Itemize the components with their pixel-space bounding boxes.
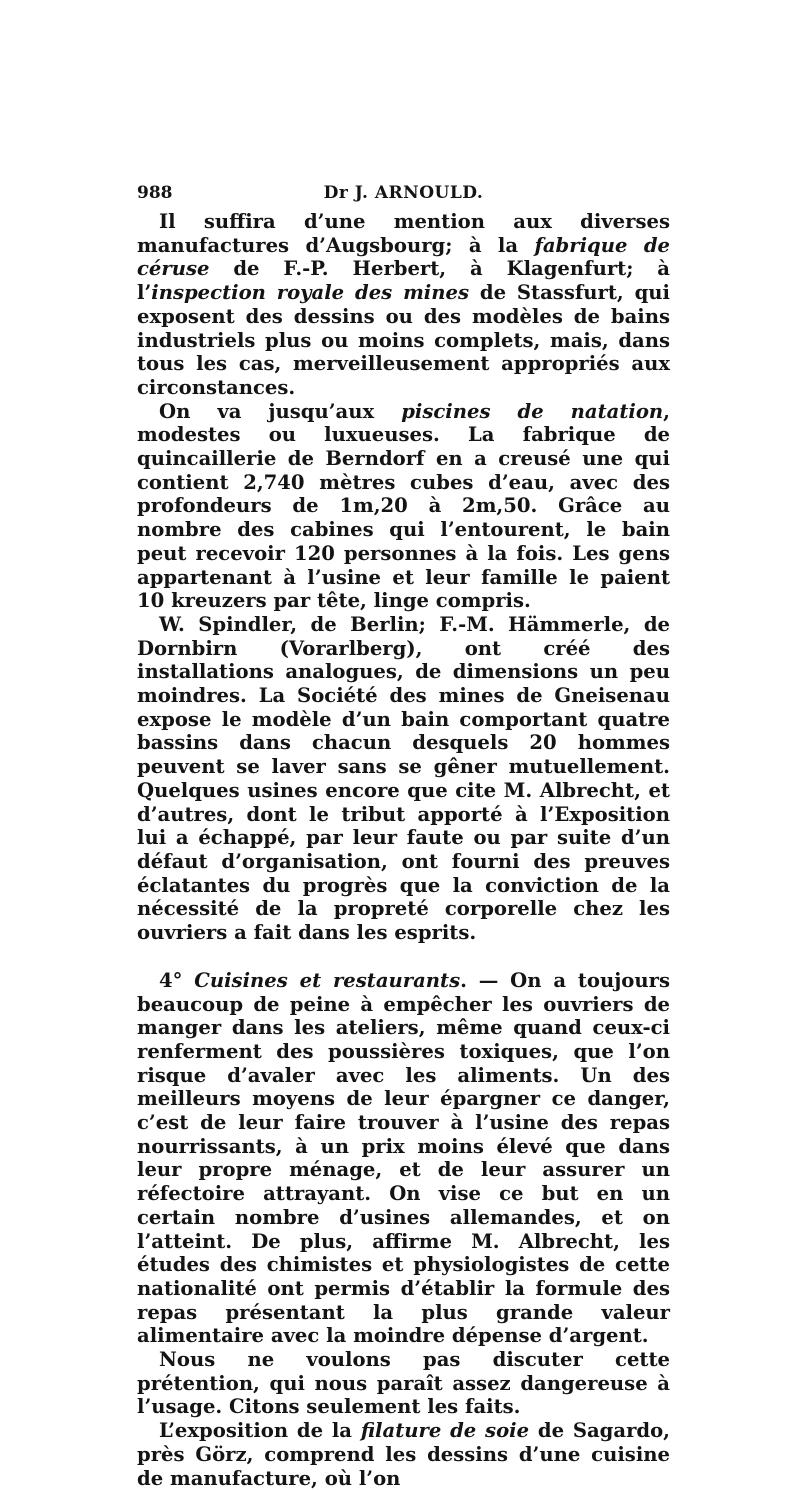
text-run: . — On a toujours beaucoup de peine à empêcher les ouvriers de manger dans les ateliers, même quand ceux-ci renferment des poussières toxiques, que l’on risque d’avaler avec les aliments. Un des meilleurs moyens de leur épargner ce danger, c’est de leur faire trouver à l’usine des repas nourrissants, à un prix moins élevé que dans leur propre ménage, et de leur assurer un réfectoire attrayant. On vise ce but en un certain nombre d’usines allemandes, et on l’atteint. De plus, affirme M. Albrecht, les études des chimistes et physiologistes de cette nationalité ont permis d’établir la formule des repas présentant la plus grande valeur alimentaire avec la moindre dépense d’argent. [137, 968, 670, 1348]
italic-text: inspection royale des mines [151, 281, 469, 305]
text-run: , modestes ou luxueuses. La fabrique de quincaillerie de Berndorf en a creusé une qui contient 2,740 mètres cubes d’eau, avec des profondeurs de 1m,20 à 2m,50. Grâce au nombre des cabines qui l’entourent, le bain peut recevoir 120 personnes à la fois. Les gens appartenant à l’usine et leur famille le paient 10 kreuzers par tête, linge compris. [137, 399, 670, 613]
text-run: 4° [159, 968, 195, 992]
paragraph-5 [137, 1348, 670, 1419]
text-run: W. Spindler, de Berlin; F.-M. Hämmerle, de Dornbirn (Vorarlberg), ont créé des installations analogues, de dimensions un peu moindres. La Société des mines de Gneisenau expose le modèle d’un bain comportant quatre bassins dans chacun desquels 20 hommes peuvent se laver sans se gêner mutuellement. Quelques usines encore que cite M. Albrecht, et d’autres, dont le tribut apporté à l’Exposition lui a échappé, par leur faute ou par suite d’un défaut d’organisation, ont fourni des preuves éclatantes du progrès que la conviction de la nécessité de la propreté corporelle chez les ouvriers a fait dans les esprits. [137, 612, 670, 945]
paragraph-3 [137, 613, 670, 945]
paragraph-1 [137, 210, 670, 400]
text-run: de F.-P. Herbert, à Klagenfurt; à l’ [137, 257, 670, 305]
text-run: On va jusqu’aux [159, 399, 402, 423]
italic-text: Cuisines et restaurants [194, 968, 461, 992]
italic-text: piscines de natation [401, 399, 664, 423]
paragraph-6 [137, 1419, 670, 1490]
text-run: L’exposition de la [159, 1419, 361, 1443]
text-run: Nous ne voulons pas discuter cette prétention, qui nous paraît assez dangereuse à l’usage. Citons seulement les faits. [137, 1348, 670, 1419]
running-head: Dr J. ARNOULD. [323, 183, 484, 203]
page-number: 988 [137, 183, 173, 203]
text-run: Il suffira d’une mention aux diverses manufactures d’Augsbourg; à la [137, 210, 670, 257]
text-run: de Sagardo, près Görz, comprend les dessins d’une cuisine de manufacture, où l’on [137, 1419, 670, 1490]
section-heading-paragraph [137, 969, 670, 1348]
text-run: de Stassfurt, qui exposent des dessins ou des modèles de bains industriels plus ou moins complets, mais, dans tous les cas, merveilleusement appropriés aux circonstances. [137, 281, 670, 399]
italic-text: fabrique de céruse [137, 233, 670, 281]
paragraph-2 [137, 400, 670, 613]
italic-text: filature de soie [360, 1419, 530, 1443]
body-text [137, 210, 670, 1490]
page-header [137, 183, 670, 207]
